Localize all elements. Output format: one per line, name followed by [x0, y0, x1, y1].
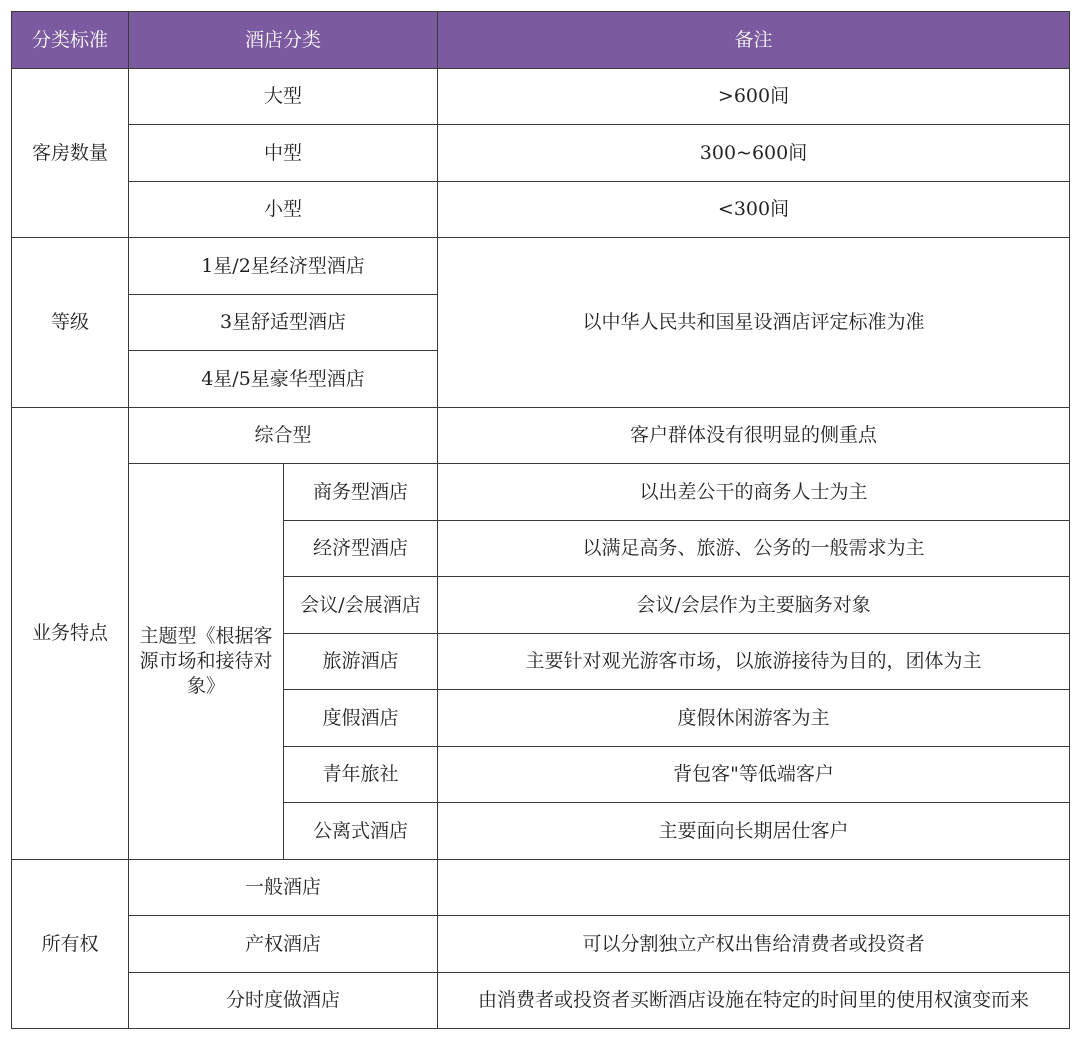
category-room-count: 客房数量: [12, 68, 129, 238]
hotel-type: 度假酒店: [284, 690, 438, 747]
hotel-type: 小型: [129, 181, 438, 238]
remark: 度假休闲游客为主: [438, 690, 1070, 747]
hotel-type: 产权酒店: [129, 916, 438, 973]
theme-type-label: 主题型《根据客源市场和接待对象》: [129, 464, 284, 860]
table-row: [12, 68, 1070, 125]
hotel-classification-table: [11, 11, 1070, 1029]
hotel-type: 会议/会展酒店: [284, 577, 438, 634]
hotel-type: 中型: [129, 125, 438, 182]
remark: 以满足高务、旅游、公务的一般需求为主: [438, 520, 1070, 577]
hotel-type: 分时度做酒店: [129, 972, 438, 1029]
hotel-type: 一般酒店: [129, 859, 438, 916]
remark: [438, 859, 1070, 916]
hotel-type: 旅游酒店: [284, 633, 438, 690]
table-row: [12, 238, 1070, 295]
header-row: [12, 12, 1070, 69]
category-business: 业务特点: [12, 407, 129, 859]
remark: 背包客"等低端客户: [438, 746, 1070, 803]
hotel-type: 经济型酒店: [284, 520, 438, 577]
table-row: [12, 125, 1070, 182]
remark: 主要针对观光游客市场，以旅游接待为目的，团体为主: [438, 633, 1070, 690]
header-hotel-category: 酒店分类: [129, 12, 438, 69]
remark: 可以分割独立产权出售给清费者或投资者: [438, 916, 1070, 973]
remark: 300~600间: [438, 125, 1070, 182]
remark: >600间: [438, 68, 1070, 125]
remark: 由消费者或投资者买断酒店设施在特定的时间里的使用权演变而来: [438, 972, 1070, 1029]
table-row: [12, 181, 1070, 238]
hotel-type: 商务型酒店: [284, 464, 438, 521]
table-row: [12, 916, 1070, 973]
header-remarks: 备注: [438, 12, 1070, 69]
hotel-type: 公离式酒店: [284, 803, 438, 860]
hotel-type: 1星/2星经济型酒店: [129, 238, 438, 295]
category-ownership: 所有权: [12, 859, 129, 1029]
header-classification-standard: 分类标准: [12, 12, 129, 69]
remark: 以出差公干的商务人士为主: [438, 464, 1070, 521]
table-container: [11, 11, 1070, 1029]
hotel-type: 综合型: [129, 407, 438, 464]
hotel-type: 4星/5星豪华型酒店: [129, 351, 438, 408]
table-row: [12, 972, 1070, 1029]
hotel-type: 大型: [129, 68, 438, 125]
hotel-type: 青年旅社: [284, 746, 438, 803]
remark: 主要面向长期居仕客户: [438, 803, 1070, 860]
table-row: [12, 407, 1070, 464]
table-row: [12, 859, 1070, 916]
table-row: [12, 464, 1070, 521]
remark: 客户群体没有很明显的侧重点: [438, 407, 1070, 464]
category-grade: 等级: [12, 238, 129, 408]
remark: 会议/会层作为主要脑务对象: [438, 577, 1070, 634]
remark: 以中华人民共和国星设酒店评定标准为准: [438, 238, 1070, 408]
hotel-type: 3星舒适型酒店: [129, 294, 438, 351]
remark: <300间: [438, 181, 1070, 238]
